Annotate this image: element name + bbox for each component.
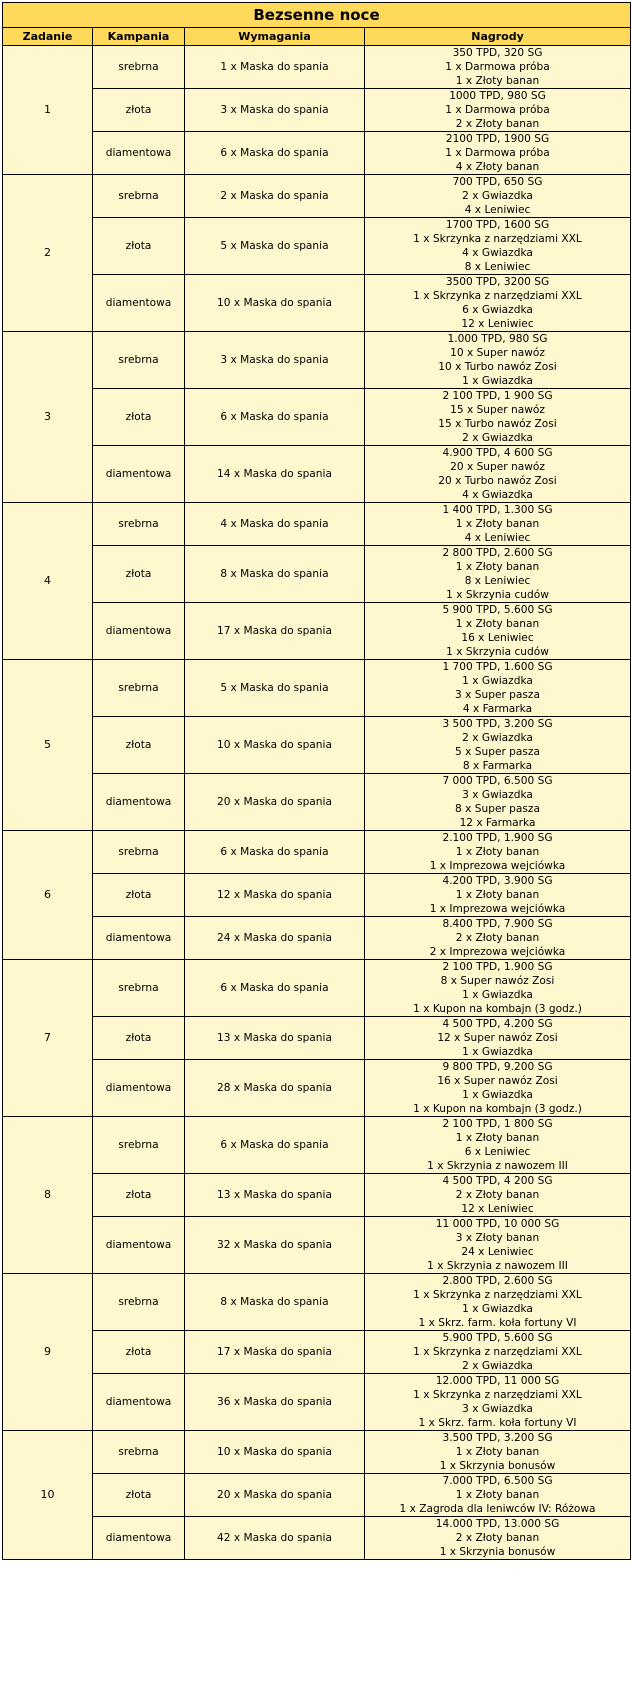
table-row [3, 132, 631, 175]
reward-line: 1 x Złoty banan [455, 889, 540, 901]
reward-line: 1 x Złoty banan [455, 561, 540, 573]
reward-line: 1 700 TPD, 1.600 SG [442, 661, 553, 673]
rewards-cell [365, 1060, 631, 1117]
rewards-cell [365, 132, 631, 175]
table-row [3, 503, 631, 546]
reward-line: 12.000 TPD, 11 000 SG [435, 1375, 560, 1387]
task-number: 6 [3, 831, 93, 960]
table-row [3, 89, 631, 132]
campaign-cell: srebrna [93, 960, 185, 1017]
table-row [3, 1174, 631, 1217]
task-number: 3 [3, 332, 93, 503]
reward-line: 3 500 TPD, 3.200 SG [442, 718, 553, 730]
reward-line: 4 x Leniwiec [464, 532, 531, 544]
requirement-cell: 13 x Maska do spania [185, 1017, 365, 1060]
rewards-cell [365, 332, 631, 389]
header-zadanie: Zadanie [3, 28, 93, 46]
reward-line: 1 x Złoty banan [455, 75, 540, 87]
reward-line: 350 TPD, 320 SG [452, 47, 543, 59]
reward-line: 2 x Gwiazdka [462, 1360, 533, 1372]
table-row [3, 1217, 631, 1274]
reward-line: 1 x Skrzynia cudów [446, 646, 549, 658]
reward-line: 4.200 TPD, 3.900 SG [442, 875, 553, 887]
reward-line: 1 x Gwiazdka [462, 989, 533, 1001]
reward-line: 1 x Gwiazdka [462, 1303, 533, 1315]
reward-line: 1 x Skrzynia z nawozem III [427, 1260, 568, 1272]
requirement-cell: 13 x Maska do spania [185, 1174, 365, 1217]
reward-line: 2.800 TPD, 2.600 SG [442, 1275, 553, 1287]
campaign-cell: diamentowa [93, 1060, 185, 1117]
reward-line: 7.000 TPD, 6.500 SG [442, 1475, 553, 1487]
reward-line: 5.900 TPD, 5.600 SG [442, 1332, 553, 1344]
reward-line: 12 x Leniwiec [461, 318, 534, 330]
reward-line: 1 x Skrzynia cudów [446, 589, 549, 601]
reward-line: 1 x Złoty banan [455, 1132, 540, 1144]
requirement-cell: 1 x Maska do spania [185, 46, 365, 89]
table-row [3, 332, 631, 389]
rewards-cell [365, 874, 631, 917]
reward-line: 4 500 TPD, 4 200 SG [442, 1175, 553, 1187]
rewards-cell [365, 1217, 631, 1274]
requirement-cell: 6 x Maska do spania [185, 831, 365, 874]
campaign-cell: złota [93, 1474, 185, 1517]
requirement-cell: 6 x Maska do spania [185, 132, 365, 175]
requirement-cell: 3 x Maska do spania [185, 332, 365, 389]
reward-line: 20 x Turbo nawóz Zosi [438, 475, 557, 487]
task-number: 10 [3, 1431, 93, 1560]
reward-line: 2 x Gwiazdka [462, 432, 533, 444]
rewards-cell [365, 275, 631, 332]
reward-line: 2 x Złoty banan [455, 118, 540, 130]
requirement-cell: 17 x Maska do spania [185, 603, 365, 660]
table-title: Bezsenne noce [3, 3, 631, 28]
rewards-cell [365, 218, 631, 275]
reward-line: 4 x Gwiazdka [462, 489, 533, 501]
reward-line: 12 x Super nawóz Zosi [437, 1032, 558, 1044]
reward-line: 16 x Leniwiec [461, 632, 534, 644]
reward-line: 1 x Skrzynka z narzędziami XXL [413, 1389, 582, 1401]
rewards-cell [365, 389, 631, 446]
reward-line: 2 100 TPD, 1 800 SG [442, 1118, 553, 1130]
campaign-cell: srebrna [93, 503, 185, 546]
reward-line: 4 x Gwiazdka [462, 247, 533, 259]
reward-line: 4.900 TPD, 4 600 SG [442, 447, 553, 459]
rewards-cell [365, 831, 631, 874]
reward-line: 2 x Imprezowa wejciówka [429, 946, 566, 958]
reward-line: 6 x Leniwiec [464, 1146, 531, 1158]
reward-line: 10 x Super nawóz [450, 347, 545, 359]
requirement-cell: 10 x Maska do spania [185, 717, 365, 774]
campaign-cell: srebrna [93, 175, 185, 218]
requirement-cell: 36 x Maska do spania [185, 1374, 365, 1431]
reward-line: 3 x Gwiazdka [462, 1403, 533, 1415]
rewards-cell [365, 1431, 631, 1474]
reward-line: 1 x Skrz. farm. koła fortuny VI [418, 1317, 577, 1329]
header-nagrody: Nagrody [365, 28, 631, 46]
reward-line: 2100 TPD, 1900 SG [445, 133, 550, 145]
table-row [3, 1017, 631, 1060]
rewards-cell [365, 774, 631, 831]
requirement-cell: 10 x Maska do spania [185, 1431, 365, 1474]
reward-line: 5 900 TPD, 5.600 SG [442, 604, 553, 616]
requirement-cell: 2 x Maska do spania [185, 175, 365, 218]
task-number: 2 [3, 175, 93, 332]
task-number: 1 [3, 46, 93, 175]
reward-line: 1 x Złoty banan [455, 1446, 540, 1458]
rewards-cell [365, 89, 631, 132]
rewards-cell [365, 1117, 631, 1174]
reward-line: 1 x Skrzynia bonusów [439, 1460, 556, 1472]
reward-line: 1 x Złoty banan [455, 846, 540, 858]
reward-line: 1 x Gwiazdka [462, 375, 533, 387]
table-row [3, 1331, 631, 1374]
rewards-cell [365, 660, 631, 717]
task-number: 4 [3, 503, 93, 660]
reward-line: 1 x Skrzynka z narzędziami XXL [413, 233, 582, 245]
requirement-cell: 8 x Maska do spania [185, 1274, 365, 1331]
requirement-cell: 3 x Maska do spania [185, 89, 365, 132]
reward-line: 1 x Darmowa próba [445, 61, 550, 73]
table-row [3, 960, 631, 1017]
reward-line: 2 x Złoty banan [455, 932, 540, 944]
reward-line: 1 x Kupon na kombajn (3 godz.) [413, 1103, 582, 1115]
reward-line: 8 x Leniwiec [464, 261, 531, 273]
table-row [3, 46, 631, 89]
rewards-cell [365, 917, 631, 960]
task-number: 5 [3, 660, 93, 831]
reward-line: 700 TPD, 650 SG [452, 176, 543, 188]
table-row [3, 218, 631, 275]
reward-line: 1 x Skrz. farm. koła fortuny VI [418, 1417, 577, 1429]
campaign-cell: diamentowa [93, 1517, 185, 1560]
table-row [3, 446, 631, 503]
reward-line: 1 x Imprezowa wejciówka [429, 903, 566, 915]
reward-line: 14.000 TPD, 13.000 SG [435, 1518, 560, 1530]
requirement-cell: 5 x Maska do spania [185, 660, 365, 717]
rewards-cell [365, 960, 631, 1017]
reward-line: 20 x Super nawóz [450, 461, 545, 473]
reward-line: 8 x Leniwiec [464, 575, 531, 587]
rewards-cell [365, 503, 631, 546]
rewards-table [2, 2, 631, 1560]
rewards-cell [365, 717, 631, 774]
table-row [3, 546, 631, 603]
requirement-cell: 6 x Maska do spania [185, 389, 365, 446]
campaign-cell: złota [93, 1331, 185, 1374]
reward-line: 4 x Złoty banan [455, 161, 540, 173]
reward-line: 1 x Skrzynka z narzędziami XXL [413, 1346, 582, 1358]
rewards-cell [365, 446, 631, 503]
reward-line: 2 100 TPD, 1 900 SG [442, 390, 553, 402]
reward-line: 1.000 TPD, 980 SG [447, 333, 548, 345]
rewards-cell [365, 603, 631, 660]
requirement-cell: 20 x Maska do spania [185, 774, 365, 831]
reward-line: 1 x Imprezowa wejciówka [429, 860, 566, 872]
campaign-cell: srebrna [93, 831, 185, 874]
rewards-cell [365, 1331, 631, 1374]
table-row [3, 1517, 631, 1560]
header-kampania: Kampania [93, 28, 185, 46]
reward-line: 1 x Darmowa próba [445, 147, 550, 159]
reward-line: 1 x Złoty banan [455, 518, 540, 530]
campaign-cell: srebrna [93, 332, 185, 389]
reward-line: 1 x Złoty banan [455, 1489, 540, 1501]
reward-line: 3 x Gwiazdka [462, 789, 533, 801]
reward-line: 2 x Gwiazdka [462, 732, 533, 744]
table-row [3, 1060, 631, 1117]
reward-line: 4 x Leniwiec [464, 204, 531, 216]
reward-line: 2 x Złoty banan [455, 1189, 540, 1201]
reward-line: 5 x Super pasza [455, 746, 540, 758]
table-row [3, 275, 631, 332]
rewards-cell [365, 1274, 631, 1331]
reward-line: 1 x Gwiazdka [462, 1089, 533, 1101]
table-row [3, 917, 631, 960]
reward-line: 1000 TPD, 980 SG [449, 90, 546, 102]
reward-line: 15 x Turbo nawóz Zosi [438, 418, 557, 430]
campaign-cell: złota [93, 1017, 185, 1060]
table-row [3, 660, 631, 717]
reward-line: 2 800 TPD, 2.600 SG [442, 547, 553, 559]
reward-line: 12 x Leniwiec [461, 1203, 534, 1215]
task-number: 7 [3, 960, 93, 1117]
header-wymagania: Wymagania [185, 28, 365, 46]
requirement-cell: 14 x Maska do spania [185, 446, 365, 503]
rewards-cell [365, 1174, 631, 1217]
reward-line: 4 500 TPD, 4.200 SG [442, 1018, 553, 1030]
reward-line: 1700 TPD, 1600 SG [445, 219, 550, 231]
campaign-cell: srebrna [93, 660, 185, 717]
reward-line: 3.500 TPD, 3.200 SG [442, 1432, 553, 1444]
table-row [3, 1431, 631, 1474]
reward-line: 2 x Gwiazdka [462, 190, 533, 202]
reward-line: 1 x Zagroda dla leniwców IV: Różowa [399, 1503, 596, 1515]
requirement-cell: 5 x Maska do spania [185, 218, 365, 275]
reward-line: 1 x Kupon na kombajn (3 godz.) [413, 1003, 582, 1015]
campaign-cell: diamentowa [93, 603, 185, 660]
requirement-cell: 4 x Maska do spania [185, 503, 365, 546]
reward-line: 12 x Farmarka [459, 817, 536, 829]
reward-line: 1 x Gwiazdka [462, 675, 533, 687]
reward-line: 1 x Skrzynka z narzędziami XXL [413, 290, 582, 302]
rewards-cell [365, 1517, 631, 1560]
rewards-cell [365, 1374, 631, 1431]
table-row [3, 603, 631, 660]
reward-line: 4 x Farmarka [462, 703, 533, 715]
campaign-cell: diamentowa [93, 275, 185, 332]
reward-line: 8 x Super pasza [455, 803, 540, 815]
table-row [3, 1117, 631, 1174]
requirement-cell: 28 x Maska do spania [185, 1060, 365, 1117]
requirement-cell: 6 x Maska do spania [185, 1117, 365, 1174]
requirement-cell: 24 x Maska do spania [185, 917, 365, 960]
reward-line: 15 x Super nawóz [450, 404, 545, 416]
reward-line: 11 000 TPD, 10 000 SG [435, 1218, 560, 1230]
requirement-cell: 20 x Maska do spania [185, 1474, 365, 1517]
campaign-cell: diamentowa [93, 1217, 185, 1274]
requirement-cell: 8 x Maska do spania [185, 546, 365, 603]
table-row [3, 717, 631, 774]
campaign-cell: złota [93, 717, 185, 774]
campaign-cell: złota [93, 1174, 185, 1217]
table-row [3, 1474, 631, 1517]
campaign-cell: diamentowa [93, 446, 185, 503]
requirement-cell: 12 x Maska do spania [185, 874, 365, 917]
reward-line: 3 x Super pasza [455, 689, 540, 701]
reward-line: 1 x Skrzynia z nawozem III [427, 1160, 568, 1172]
reward-line: 3 x Złoty banan [455, 1232, 540, 1244]
reward-line: 1 x Darmowa próba [445, 104, 550, 116]
table-row [3, 175, 631, 218]
campaign-cell: diamentowa [93, 917, 185, 960]
requirement-cell: 32 x Maska do spania [185, 1217, 365, 1274]
campaign-cell: srebrna [93, 46, 185, 89]
campaign-cell: diamentowa [93, 1374, 185, 1431]
reward-line: 7 000 TPD, 6.500 SG [442, 775, 553, 787]
campaign-cell: złota [93, 389, 185, 446]
task-number: 8 [3, 1117, 93, 1274]
rewards-cell [365, 1017, 631, 1060]
requirement-cell: 17 x Maska do spania [185, 1331, 365, 1374]
requirement-cell: 10 x Maska do spania [185, 275, 365, 332]
reward-line: 1 400 TPD, 1.300 SG [442, 504, 553, 516]
reward-line: 16 x Super nawóz Zosi [437, 1075, 558, 1087]
rewards-cell [365, 46, 631, 89]
rewards-cell [365, 546, 631, 603]
reward-line: 10 x Turbo nawóz Zosi [438, 361, 557, 373]
reward-line: 8 x Super nawóz Zosi [440, 975, 555, 987]
table-row [3, 874, 631, 917]
reward-line: 6 x Gwiazdka [462, 304, 533, 316]
reward-line: 9 800 TPD, 9.200 SG [442, 1061, 553, 1073]
table-row [3, 774, 631, 831]
table-row [3, 1374, 631, 1431]
reward-line: 1 x Gwiazdka [462, 1046, 533, 1058]
campaign-cell: srebrna [93, 1117, 185, 1174]
reward-line: 2 100 TPD, 1.900 SG [442, 961, 553, 973]
campaign-cell: złota [93, 874, 185, 917]
campaign-cell: złota [93, 546, 185, 603]
requirement-cell: 6 x Maska do spania [185, 960, 365, 1017]
reward-line: 3500 TPD, 3200 SG [445, 276, 550, 288]
reward-line: 1 x Skrzynia bonusów [439, 1546, 556, 1558]
rewards-cell [365, 1474, 631, 1517]
rewards-cell [365, 175, 631, 218]
reward-line: 2.100 TPD, 1.900 SG [442, 832, 553, 844]
table-row [3, 831, 631, 874]
reward-line: 1 x Złoty banan [455, 618, 540, 630]
table-row [3, 1274, 631, 1331]
campaign-cell: złota [93, 89, 185, 132]
requirement-cell: 42 x Maska do spania [185, 1517, 365, 1560]
campaign-cell: srebrna [93, 1274, 185, 1331]
table-body [3, 46, 631, 1560]
campaign-cell: diamentowa [93, 774, 185, 831]
campaign-cell: diamentowa [93, 132, 185, 175]
table-row [3, 389, 631, 446]
campaign-cell: złota [93, 218, 185, 275]
campaign-cell: srebrna [93, 1431, 185, 1474]
reward-line: 24 x Leniwiec [461, 1246, 534, 1258]
reward-line: 1 x Skrzynka z narzędziami XXL [413, 1289, 582, 1301]
reward-line: 8 x Farmarka [462, 760, 533, 772]
reward-line: 2 x Złoty banan [455, 1532, 540, 1544]
task-number: 9 [3, 1274, 93, 1431]
reward-line: 8.400 TPD, 7.900 SG [442, 918, 553, 930]
